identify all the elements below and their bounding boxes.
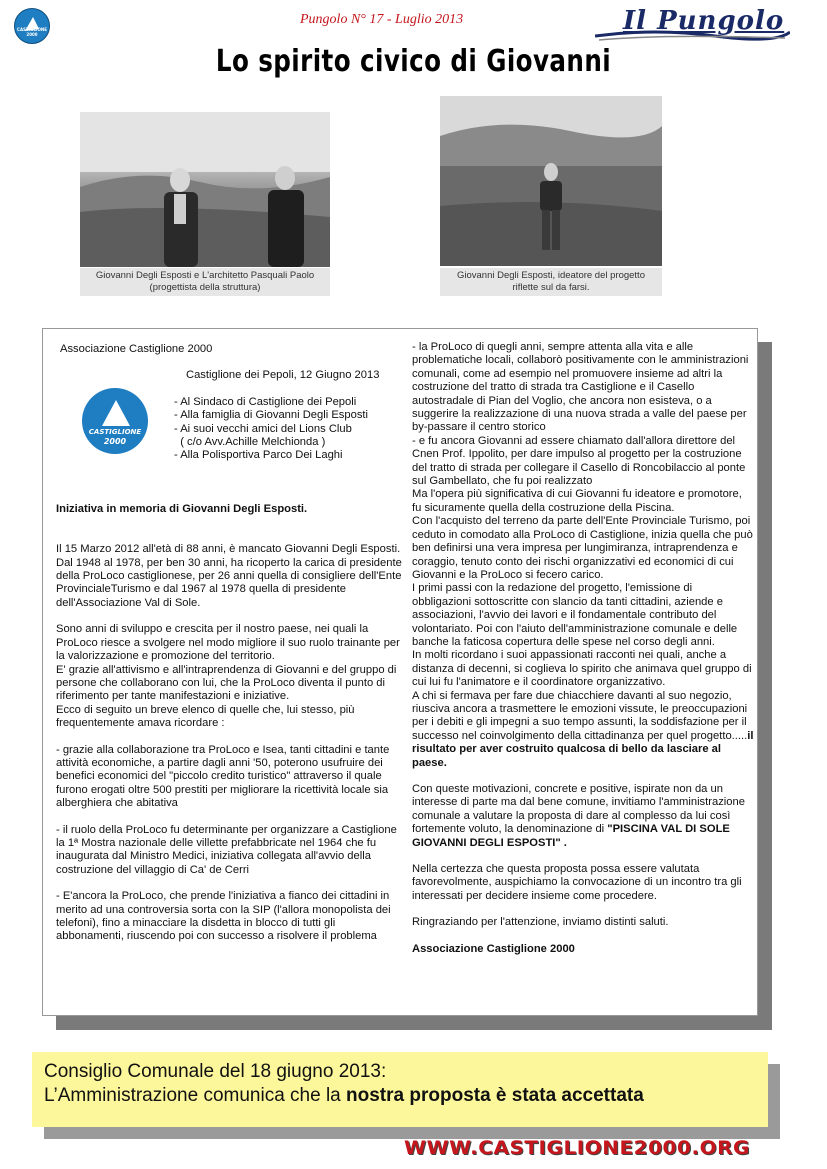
paragraph: - E'ancora la ProLoco, che prende l'iniziativa a fianco dei cittadini in merito ad una controversia sorta con la SIP (l'allora monopolista dei telefoni), fino a minacciare la disdetta in blocco di tutti gli abbonamenti, riuscendo poi con successo a risolvere il problema bbox=[56, 890, 391, 943]
paragraph: - la ProLoco di quegli anni, sempre attenta alla vita e alle problematiche locali, collaborò positivamente con le amministrazioni comunali, come ad esempio nel promuovere insieme ad altri la costruzione del tratto di strada tra Castiglione e il Casello autostradale di Pian del Voglio, che ancora non esisteva, o a suggerire la realizzazione di una nuova strada a valle del paese per by-passare il centro storico - e fu ancora Giovanni ad essere chiamato dall'allora direttore del Cnen Prof. Ippolito, per dare impulso al progetto per la costruzione del tratto di strada per collegare il Casello di Roncobilaccio al ponte sul Gambellato, che fu poi realizzato Ma l'opera più significativa di cui Giovanni fu ideatore e promotore, fu sicuramente quella della costruzione della Piscina. Con l'acquisto del terreno da parte dell'Ente Provinciale Turismo, poi ceduto in comodato alla ProLoco di Castiglione, inizia quella che può ben definirsi una vera impresa per lungimiranza, intraprendenza e coraggio, tenuto conto dei rischi organizzativi ed economici di cui Giovanni e la ProLoco si fecero carico. I primi passi con la redazione del progetto, l'emissione di obbligazioni sottoscritte con slancio da tanti cittadini, aziende e associazioni, l'avvio dei lavori e il fondamentale contributo del volontariato. Poi con l'aiuto dell'amministrazione comunale e delle banche la faticosa copertura delle spese nel corso degli anni. In molti ricordano i suoi appassionati racconti nei quali, anche a distanza di decenni, si coglieva lo spirito che animava quel gruppo di cui lui fu l'animatore e il coordinatore organizzativo. A chi si fermava per fare due chiacchiere davanti al suo negozio, riusciva ancora a trasmettere le emozioni vissute, le preoccupazioni per i debiti e gli impegni a suo tempo assunti, la soddisfazione per il successo nel coinvolgimento della cittadinanza per quel progetto.....il risultato per aver costruito qualcosa di bello da lasciare al paese. bbox=[412, 341, 754, 769]
paragraph: Ringraziando per l'attenzione, inviamo distinti saluti. bbox=[412, 916, 669, 929]
recipient-list bbox=[174, 396, 406, 463]
website-url[interactable]: WWW.CASTIGLIONE2000.ORG bbox=[404, 1138, 750, 1159]
photo-giovanni-field bbox=[440, 96, 662, 266]
notice-line1: Consiglio Comunale del 18 giugno 2013: bbox=[44, 1061, 387, 1082]
masthead-logo bbox=[595, 2, 790, 46]
recipient-item: - Alla Polisportiva Parco Dei Laghi bbox=[174, 449, 343, 462]
notice-text bbox=[44, 1060, 644, 1108]
recipient-item: - Al Sindaco di Castiglione dei Pepoli bbox=[174, 395, 357, 408]
issue-label: Pungolo N° 17 - Luglio 2013 bbox=[300, 12, 464, 27]
recipient-item: ( c/o Avv.Achille Melchionda ) bbox=[174, 436, 326, 449]
paragraph: Il 15 Marzo 2012 all'età di 88 anni, è mancato Giovanni Degli Esposti. Dal 1948 al 1978, per ben 30 anni, ha ricoperto la carica di presidente della ProLoco castiglionese, per 26 anni quella di consigliere dell'Ente ProvincialeTurismo e dal 1967 al 1978 quella di presidente dell'Associazione Val di Sole. bbox=[56, 543, 402, 609]
photo-caption: Giovanni Degli Esposti e L'architetto Pasquali Paolo (progettista della struttura) bbox=[80, 268, 330, 296]
association-logo bbox=[82, 388, 148, 454]
letter-signature: Associazione Castiglione 2000 bbox=[412, 942, 575, 955]
article-title: Lo spirito civico di Giovanni bbox=[215, 44, 612, 79]
paragraph: - il ruolo della ProLoco fu determinante per organizzare a Castiglione la 1ª Mostra nazionale delle villette prefabbricate nel 1964 che fu inaugurata dal Ministro Medici, iniziativa collegata all'avvio della costruzione del villaggio di Ca' de Cerri bbox=[56, 823, 397, 876]
letter-right-column bbox=[412, 341, 754, 956]
recipient-item: - Ai suoi vecchi amici del Lions Club bbox=[174, 422, 352, 435]
photo-giovanni-architect bbox=[80, 112, 330, 267]
paragraph: Con queste motivazioni, concrete e positive, ispirate non da un interesse di parte ma dal bene comune, invitiamo l'amministrazione comunale a valutare la proposta di dare al complesso da lui così fortemente voluto, la denominazione di "PISCINA VAL DI SOLE GIOVANNI DEGLI ESPOSTI" . bbox=[412, 783, 745, 849]
paragraph: Sono anni di sviluppo e crescita per il nostro paese, nei quali la ProLoco riesce a svolgere nel modo migliore il suo ruolo trainante per la valorizzazione e promozione del territorio. E' grazie all'attivismo e all'intraprendenza di Giovanni e del gruppo di persone che collaborano con lui, che la ProLoco diventa il punto di riferimento per tante manifestazioni e iniziative. Ecco di seguito un breve elenco di quelle che, lui stesso, più frequentemente amava ricordare : bbox=[56, 623, 400, 730]
paragraph: Nella certezza che questa proposta possa essere valutata favorevolmente, auspichiamo la convocazione di un incontro tra gli interessati per decidere insieme come procedere. bbox=[412, 863, 742, 902]
castiglione-logo bbox=[14, 8, 50, 44]
association-logo-line2: 2000 bbox=[103, 437, 127, 446]
letter-subject: Iniziativa in memoria di Giovanni Degli Esposti. bbox=[56, 502, 308, 515]
mountain-icon bbox=[102, 400, 130, 426]
letter-place-date: Castiglione dei Pepoli, 12 Giugno 2013 bbox=[186, 369, 380, 382]
masthead-text: Il Pungolo bbox=[623, 6, 785, 36]
letter-sender: Associazione Castiglione 2000 bbox=[60, 343, 213, 355]
recipient-item: - Alla famiglia di Giovanni Degli Esposti bbox=[174, 409, 369, 422]
association-logo-line1: CASTIGLIONE bbox=[88, 428, 142, 436]
logo-text: CASTIGLIONE 2000 bbox=[17, 27, 47, 37]
notice-line2: L’Amministrazione comunica che la nostra proposta è stata accettata bbox=[44, 1085, 644, 1106]
paragraph: - grazie alla collaborazione tra ProLoco e Isea, tanti cittadini e tante attività economiche, a partire dagli anni '50, poterono usufruire dei benefici economici del "piccolo credito turistico" attraverso il quale furono erogati oltre 500 prestiti per migliorare la ricettività locale sia alberghiera che abitativa bbox=[56, 743, 390, 810]
photo-caption: Giovanni Degli Esposti, ideatore del progetto riflette sul da farsi. bbox=[440, 268, 662, 296]
